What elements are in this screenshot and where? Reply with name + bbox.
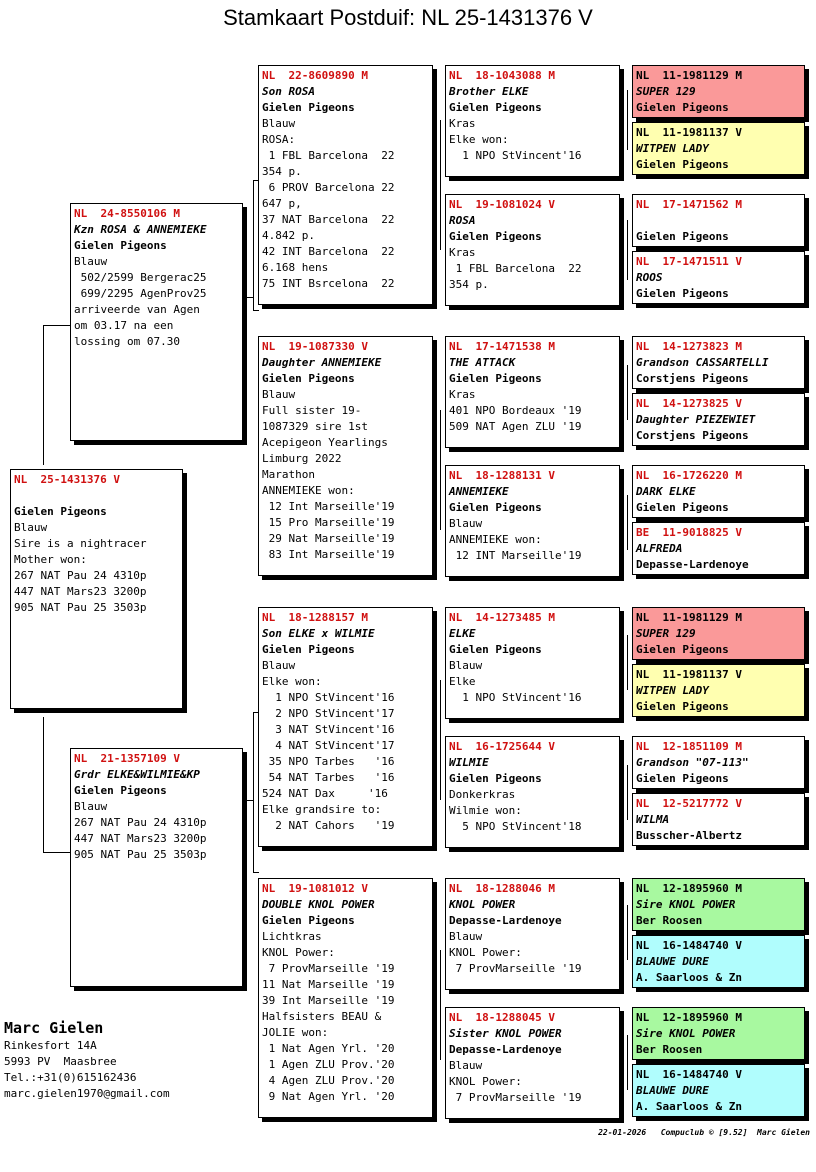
ring-number: NL 18-1043088 M bbox=[449, 69, 555, 82]
pigeon-color: Blauw bbox=[14, 521, 48, 534]
note-line: 12 Int Marseille'19 bbox=[262, 500, 395, 513]
note-line: 2 NPO StVincent'17 bbox=[262, 707, 395, 720]
connector-line bbox=[627, 90, 628, 150]
ring-number: NL 21-1357109 V bbox=[74, 752, 180, 765]
note-line: 699/2295 AgenProv25 bbox=[74, 287, 207, 300]
pigeon-card-great-grandparent[interactable] bbox=[445, 336, 620, 448]
connector-line bbox=[253, 180, 254, 310]
ring-number: NL 16-1726220 M bbox=[636, 469, 742, 482]
pigeon-name: ALFREDA bbox=[636, 542, 683, 555]
pigeon-color: Kras bbox=[449, 117, 476, 130]
note-line: 1 NPO StVincent'16 bbox=[449, 691, 582, 704]
breeder: Gielen Pigeons bbox=[449, 372, 542, 385]
pigeon-name: ELKE bbox=[449, 627, 476, 640]
pigeon-card-ancestor[interactable] bbox=[632, 935, 805, 988]
breeder: Busscher-Albertz bbox=[636, 829, 742, 842]
connector-line bbox=[627, 495, 628, 550]
note-line: 354 p. bbox=[449, 278, 489, 291]
connector-line bbox=[627, 765, 628, 820]
note-line: Halfsisters BEAU & bbox=[262, 1010, 382, 1023]
ring-number: NL 11-1981137 V bbox=[636, 126, 742, 139]
footer-credit: 22-01-2026 Compuclub © [9.52] Marc Gielen bbox=[598, 1128, 810, 1137]
note-line: KNOL Power: bbox=[449, 946, 522, 959]
breeder: Gielen Pigeons bbox=[636, 772, 729, 785]
owner-street: Rinkesfort 14A bbox=[4, 1039, 97, 1052]
connector-line bbox=[440, 120, 441, 250]
breeder: Gielen Pigeons bbox=[449, 643, 542, 656]
note-line: 37 NAT Barcelona 22 bbox=[262, 213, 395, 226]
note-line: 4 NAT StVincent'17 bbox=[262, 739, 395, 752]
breeder: Gielen Pigeons bbox=[262, 101, 355, 114]
pigeon-color: Blauw bbox=[262, 388, 296, 401]
note-line: ROSA: bbox=[262, 133, 296, 146]
breeder: Gielen Pigeons bbox=[449, 101, 542, 114]
note-line: Limburg 2022 bbox=[262, 452, 342, 465]
breeder: Gielen Pigeons bbox=[262, 372, 355, 385]
pigeon-card-grandsire-paternal[interactable] bbox=[258, 65, 433, 305]
owner-phone: Tel.:+31(0)615162436 bbox=[4, 1071, 137, 1084]
note-line: 29 Nat Marseille'19 bbox=[262, 532, 395, 545]
note-line: Full sister 19- bbox=[262, 404, 362, 417]
pigeon-color: Blauw bbox=[449, 1059, 483, 1072]
ring-number: NL 14-1273823 M bbox=[636, 340, 742, 353]
breeder: Depasse-Lardenoye bbox=[636, 558, 749, 571]
pigeon-color: Kras bbox=[449, 246, 476, 259]
connector-line bbox=[43, 852, 71, 853]
pigeon-name: Grandson CASSARTELLI bbox=[636, 356, 769, 369]
note-line: 354 p. bbox=[262, 165, 302, 178]
note-line: JOLIE won: bbox=[262, 1026, 329, 1039]
pigeon-card-mother[interactable] bbox=[70, 748, 243, 987]
connector-line bbox=[43, 325, 71, 326]
ring-number: NL 11-1981129 M bbox=[636, 611, 742, 624]
breeder: Gielen Pigeons bbox=[636, 287, 729, 300]
pigeon-color: Blauw bbox=[262, 659, 296, 672]
pigeon-card-father[interactable] bbox=[70, 203, 243, 441]
note-line: 905 NAT Pau 25 3503p bbox=[14, 601, 147, 614]
note-line: 502/2599 Bergerac25 bbox=[74, 271, 207, 284]
note-line: om 03.17 na een bbox=[74, 319, 174, 332]
note-line: Sire is a nightracer bbox=[14, 537, 147, 550]
note-line: Acepigeon Yearlings bbox=[262, 436, 388, 449]
note-line: 35 NPO Tarbes '16 bbox=[262, 755, 395, 768]
pigeon-name: ROOS bbox=[636, 271, 663, 284]
note-line: 1 Nat Agen Yrl. '20 bbox=[262, 1042, 395, 1055]
owner-info bbox=[4, 1018, 170, 1102]
breeder: A. Saarloos & Zn bbox=[636, 971, 742, 984]
breeder: Gielen Pigeons bbox=[262, 643, 355, 656]
pigeon-card-ancestor[interactable] bbox=[632, 878, 805, 931]
note-line: 5 NPO StVincent'18 bbox=[449, 820, 582, 833]
pigeon-name: Sister KNOL POWER bbox=[449, 1027, 562, 1040]
note-line: 267 NAT Pau 24 4310p bbox=[14, 569, 147, 582]
note-line: ANNEMIEKE won: bbox=[449, 533, 542, 546]
ring-number: NL 16-1484740 V bbox=[636, 939, 742, 952]
connector-line bbox=[253, 310, 259, 311]
note-line: 7 ProvMarseille '19 bbox=[449, 1091, 582, 1104]
ring-number: NL 18-1288131 V bbox=[449, 469, 555, 482]
connector-line bbox=[440, 680, 441, 800]
note-line: Elke won: bbox=[262, 675, 322, 688]
pigeon-card-ancestor[interactable] bbox=[632, 194, 805, 247]
note-line: 4.842 p. bbox=[262, 229, 315, 242]
pigeon-card-ancestor[interactable] bbox=[632, 336, 805, 389]
ring-number: NL 17-1471562 M bbox=[636, 198, 742, 211]
connector-line bbox=[253, 872, 259, 873]
note-line: 6 PROV Barcelona 22 bbox=[262, 181, 395, 194]
ring-number: NL 22-8609890 M bbox=[262, 69, 368, 82]
pigeon-name bbox=[14, 488, 179, 504]
note-line: 401 NPO Bordeaux '19 bbox=[449, 404, 582, 417]
breeder: Gielen Pigeons bbox=[14, 505, 107, 518]
pigeon-card-great-grandparent[interactable] bbox=[445, 465, 620, 577]
ring-number: NL 12-1895960 M bbox=[636, 1011, 742, 1024]
connector-line bbox=[253, 712, 254, 872]
pigeon-name: SUPER 129 bbox=[636, 627, 696, 640]
pigeon-name: ANNEMIEKE bbox=[449, 485, 509, 498]
pigeon-name bbox=[636, 213, 801, 229]
pigeon-color: Blauw bbox=[449, 930, 483, 943]
breeder: Gielen Pigeons bbox=[74, 784, 167, 797]
pigeon-name: Son ELKE x WILMIE bbox=[262, 627, 375, 640]
connector-line bbox=[43, 717, 44, 852]
pigeon-card-ancestor[interactable] bbox=[632, 1007, 805, 1060]
breeder: Ber Roosen bbox=[636, 914, 703, 927]
note-line: 447 NAT Mars23 3200p bbox=[14, 585, 147, 598]
pigeon-card-ancestor[interactable] bbox=[632, 607, 805, 660]
note-line: 39 Int Marseille '19 bbox=[262, 994, 395, 1007]
breeder: Gielen Pigeons bbox=[636, 501, 729, 514]
ring-number: NL 12-1895960 M bbox=[636, 882, 742, 895]
connector-line bbox=[627, 635, 628, 690]
pigeon-card-ancestor[interactable] bbox=[632, 664, 805, 717]
pigeon-color: Blauw bbox=[74, 800, 108, 813]
note-line: 7 ProvMarseille '19 bbox=[449, 962, 582, 975]
pigeon-color: Blauw bbox=[449, 659, 483, 672]
breeder: Gielen Pigeons bbox=[449, 501, 542, 514]
connector-line bbox=[627, 1035, 628, 1090]
pigeon-card-great-grandparent[interactable] bbox=[445, 1007, 620, 1119]
pigeon-card-great-grandparent[interactable] bbox=[445, 65, 620, 177]
pigeon-color: Donkerkras bbox=[449, 788, 516, 801]
pigeon-name: ROSA bbox=[449, 214, 476, 227]
pigeon-name: BLAUWE DURE bbox=[636, 1084, 709, 1097]
connector-line bbox=[440, 410, 441, 530]
ring-number: NL 11-1981129 M bbox=[636, 69, 742, 82]
breeder: Depasse-Lardenoye bbox=[449, 1043, 562, 1056]
pigeon-name: Kzn ROSA & ANNEMIEKE bbox=[74, 223, 207, 236]
pigeon-name: DOUBLE KNOL POWER bbox=[262, 898, 375, 911]
pigeon-name: WILMIE bbox=[449, 756, 489, 769]
note-line: 4 Agen ZLU Prov.'20 bbox=[262, 1074, 395, 1087]
ring-number: NL 17-1471511 V bbox=[636, 255, 742, 268]
connector-line bbox=[243, 800, 253, 801]
pigeon-card-granddam-maternal[interactable] bbox=[258, 878, 433, 1118]
pigeon-name: Brother ELKE bbox=[449, 85, 529, 98]
ring-number: NL 12-1851109 M bbox=[636, 740, 742, 753]
owner-name: Marc Gielen bbox=[4, 1019, 104, 1037]
note-line: 11 Nat Marseille '19 bbox=[262, 978, 395, 991]
note-line: 6.168 hens bbox=[262, 261, 329, 274]
note-line: 1 Agen ZLU Prov.'20 bbox=[262, 1058, 395, 1071]
pigeon-name: Daughter PIEZEWIET bbox=[636, 413, 756, 426]
pigeon-color: Blauw bbox=[449, 517, 483, 530]
note-line: Elke grandsire to: bbox=[262, 803, 382, 816]
breeder: Gielen Pigeons bbox=[449, 772, 542, 785]
ring-number: NL 19-1087330 V bbox=[262, 340, 368, 353]
pigeon-name: Son ROSA bbox=[262, 85, 315, 98]
note-line: 75 INT Bsrcelona 22 bbox=[262, 277, 395, 290]
pigeon-color: Lichtkras bbox=[262, 930, 322, 943]
connector-line bbox=[43, 325, 44, 465]
pigeon-name: KNOL POWER bbox=[449, 898, 516, 911]
pigeon-name: Grandson "07-113" bbox=[636, 756, 749, 769]
pigeon-card-ancestor[interactable] bbox=[632, 393, 805, 446]
pigeon-card-great-grandparent[interactable] bbox=[445, 878, 620, 990]
ring-number: NL 24-8550106 M bbox=[74, 207, 180, 220]
ring-number: NL 18-1288157 M bbox=[262, 611, 368, 624]
connector-line bbox=[627, 220, 628, 280]
pigeon-card-great-grandparent[interactable] bbox=[445, 194, 620, 306]
connector-line bbox=[243, 297, 253, 298]
breeder: Gielen Pigeons bbox=[74, 239, 167, 252]
pigeon-name: Sire KNOL POWER bbox=[636, 898, 736, 911]
pigeon-card-ancestor[interactable] bbox=[632, 65, 805, 118]
note-line: 1 NPO StVincent'16 bbox=[262, 691, 395, 704]
pigeon-name: Grdr ELKE&WILMIE&KP bbox=[74, 768, 200, 781]
connector-line bbox=[627, 365, 628, 420]
breeder: Corstjens Pigeons bbox=[636, 372, 749, 385]
pigeon-card-ancestor[interactable] bbox=[632, 736, 805, 789]
note-line: Elke won: bbox=[449, 133, 509, 146]
breeder: Gielen Pigeons bbox=[636, 158, 729, 171]
breeder: Gielen Pigeons bbox=[636, 230, 729, 243]
pigeon-card-granddam-paternal[interactable] bbox=[258, 336, 433, 576]
owner-city: 5993 PV Maasbree bbox=[4, 1055, 117, 1068]
note-line: Wilmie won: bbox=[449, 804, 522, 817]
pigeon-card-great-grandparent[interactable] bbox=[445, 736, 620, 848]
ring-number: BE 11-9018825 V bbox=[636, 526, 742, 539]
note-line: 9 Nat Agen Yrl. '20 bbox=[262, 1090, 395, 1103]
ring-number: NL 18-1288046 M bbox=[449, 882, 555, 895]
pigeon-card-great-grandparent[interactable] bbox=[445, 607, 620, 719]
pigeon-name: SUPER 129 bbox=[636, 85, 696, 98]
note-line: Mother won: bbox=[14, 553, 87, 566]
page-title: Stamkaart Postduif: NL 25-1431376 V bbox=[223, 5, 593, 30]
note-line: 647 p, bbox=[262, 197, 302, 210]
note-line: 7 ProvMarseille '19 bbox=[262, 962, 395, 975]
breeder: Gielen Pigeons bbox=[636, 643, 729, 656]
ring-number: NL 19-1081012 V bbox=[262, 882, 368, 895]
note-line: 1 FBL Barcelona 22 bbox=[449, 262, 582, 275]
pigeon-color: Blauw bbox=[262, 117, 296, 130]
note-line: KNOL Power: bbox=[449, 1075, 522, 1088]
ring-number: NL 14-1273485 M bbox=[449, 611, 555, 624]
ring-number: NL 12-5217772 V bbox=[636, 797, 742, 810]
breeder: Gielen Pigeons bbox=[262, 914, 355, 927]
pigeon-name: Sire KNOL POWER bbox=[636, 1027, 736, 1040]
note-line: 2 NAT Cahors '19 bbox=[262, 819, 395, 832]
pigeon-color: Kras bbox=[449, 388, 476, 401]
ring-number: NL 18-1288045 V bbox=[449, 1011, 555, 1024]
note-line: lossing om 07.30 bbox=[74, 335, 180, 348]
pigeon-name: WITPEN LADY bbox=[636, 142, 709, 155]
pigeon-card-ancestor[interactable] bbox=[632, 251, 805, 304]
note-line: 15 Pro Marseille'19 bbox=[262, 516, 395, 529]
pigeon-card-grandsire-maternal[interactable] bbox=[258, 607, 433, 847]
pigeon-name: WILMA bbox=[636, 813, 670, 826]
pigeon-card-ancestor[interactable] bbox=[632, 793, 805, 846]
breeder: Gielen Pigeons bbox=[449, 230, 542, 243]
note-line: Marathon bbox=[262, 468, 315, 481]
ring-number: NL 14-1273825 V bbox=[636, 397, 742, 410]
note-line: 509 NAT Agen ZLU '19 bbox=[449, 420, 582, 433]
note-line: 1087329 sire 1st bbox=[262, 420, 368, 433]
note-line: 447 NAT Mars23 3200p bbox=[74, 832, 207, 845]
connector-line bbox=[440, 950, 441, 1060]
ring-number: NL 25-1431376 V bbox=[14, 473, 120, 486]
breeder: Depasse-Lardenoye bbox=[449, 914, 562, 927]
pigeon-name: THE ATTACK bbox=[449, 356, 516, 369]
note-line: 1 FBL Barcelona 22 bbox=[262, 149, 395, 162]
breeder: Gielen Pigeons bbox=[636, 700, 729, 713]
connector-line bbox=[627, 905, 628, 960]
ring-number: NL 19-1081024 V bbox=[449, 198, 555, 211]
ring-number: NL 16-1725644 V bbox=[449, 740, 555, 753]
pigeon-card-ancestor[interactable] bbox=[632, 122, 805, 175]
breeder: Ber Roosen bbox=[636, 1043, 703, 1056]
pigeon-card-ancestor[interactable] bbox=[632, 465, 805, 518]
note-line: 267 NAT Pau 24 4310p bbox=[74, 816, 207, 829]
ring-number: NL 11-1981137 V bbox=[636, 668, 742, 681]
owner-email: marc.gielen1970@gmail.com bbox=[4, 1087, 170, 1100]
pigeon-card-ancestor[interactable] bbox=[632, 1064, 805, 1117]
note-line: Elke bbox=[449, 675, 476, 688]
note-line: 54 NAT Tarbes '16 bbox=[262, 771, 395, 784]
note-line: arriveerde van Agen bbox=[74, 303, 200, 316]
pigeon-name: WITPEN LADY bbox=[636, 684, 709, 697]
note-line: 524 NAT Dax '16 bbox=[262, 787, 388, 800]
pigeon-name: BLAUWE DURE bbox=[636, 955, 709, 968]
pigeon-color: Blauw bbox=[74, 255, 108, 268]
breeder: A. Saarloos & Zn bbox=[636, 1100, 742, 1113]
pigeon-card-subject[interactable] bbox=[10, 469, 183, 709]
note-line: 1 NPO StVincent'16 bbox=[449, 149, 582, 162]
note-line: 42 INT Barcelona 22 bbox=[262, 245, 395, 258]
note-line: 3 NAT StVincent'16 bbox=[262, 723, 395, 736]
note-line: 905 NAT Pau 25 3503p bbox=[74, 848, 207, 861]
pigeon-name: DARK ELKE bbox=[636, 485, 696, 498]
breeder: Gielen Pigeons bbox=[636, 101, 729, 114]
ring-number: NL 16-1484740 V bbox=[636, 1068, 742, 1081]
pigeon-card-ancestor[interactable] bbox=[632, 522, 805, 575]
pigeon-name: Daughter ANNEMIEKE bbox=[262, 356, 382, 369]
note-line: KNOL Power: bbox=[262, 946, 335, 959]
breeder: Corstjens Pigeons bbox=[636, 429, 749, 442]
note-line: 83 Int Marseille'19 bbox=[262, 548, 395, 561]
note-line: ANNEMIEKE won: bbox=[262, 484, 355, 497]
note-line: 12 INT Marseille'19 bbox=[449, 549, 582, 562]
ring-number: NL 17-1471538 M bbox=[449, 340, 555, 353]
